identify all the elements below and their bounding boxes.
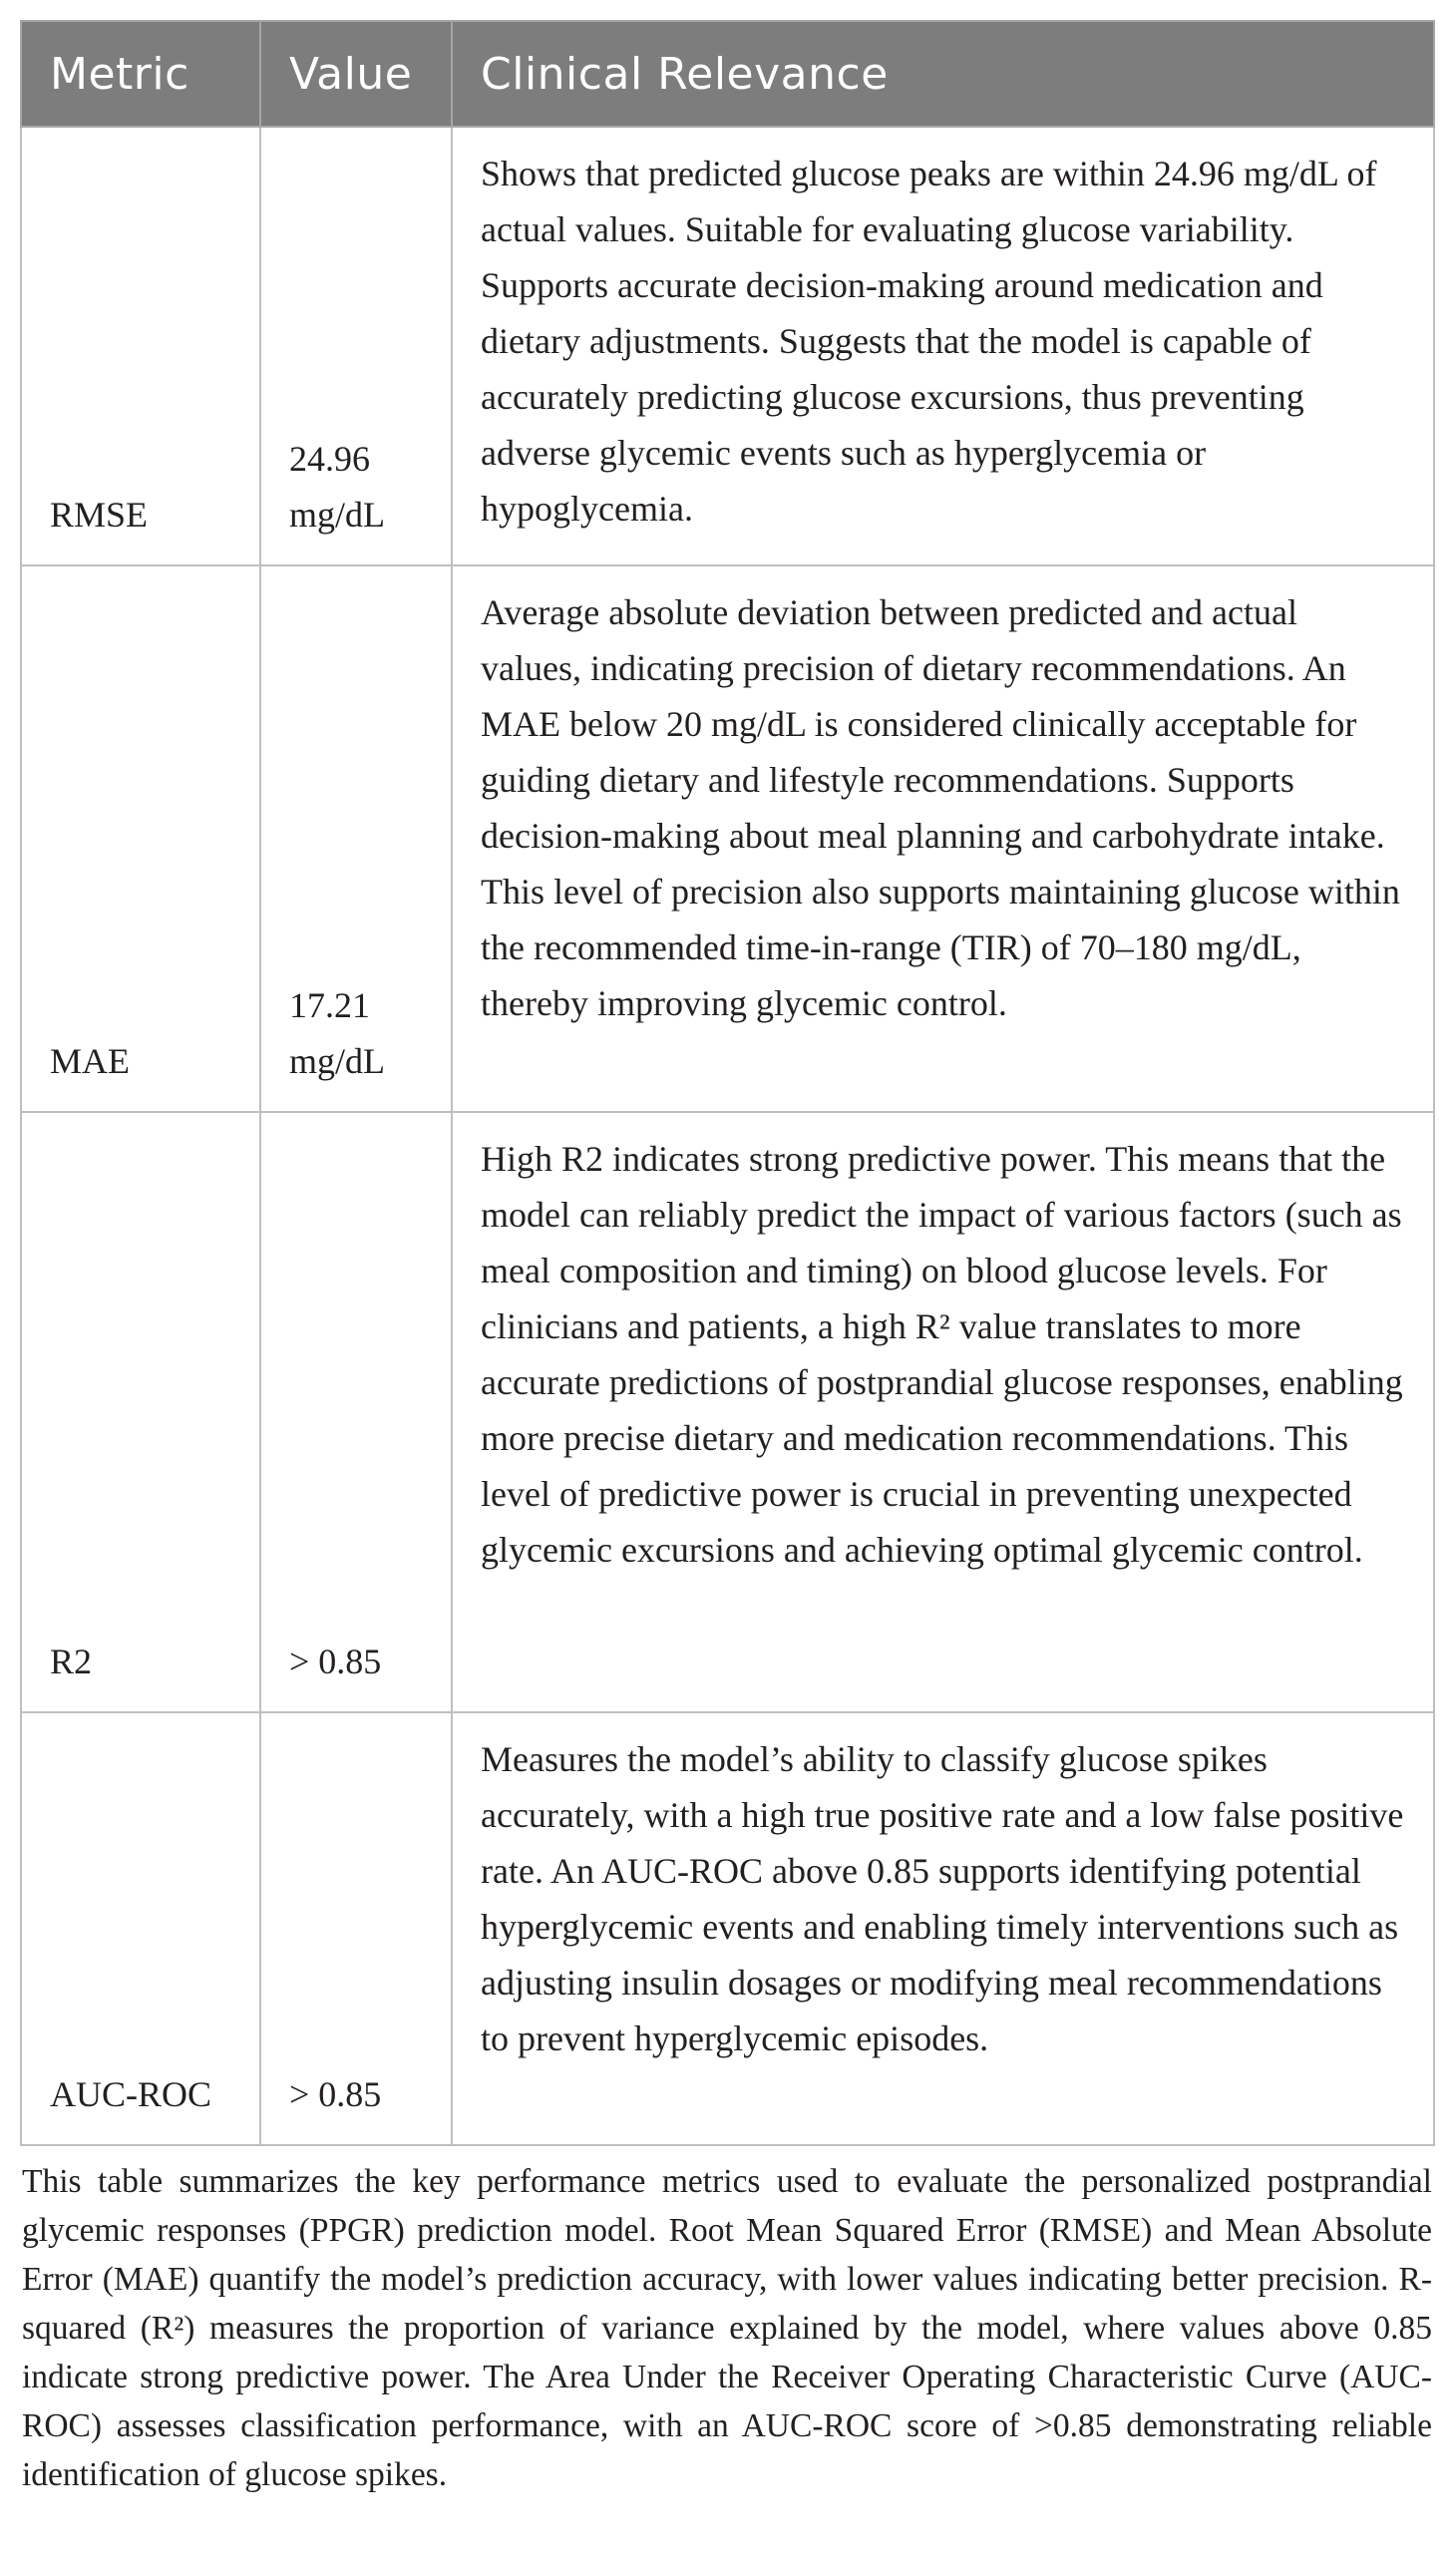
metric-cell: RMSE xyxy=(21,127,260,565)
header-clinical-relevance: Clinical Relevance xyxy=(452,21,1434,127)
table-row xyxy=(21,565,1434,1112)
value-cell: > 0.85 xyxy=(260,1712,452,2145)
table-body xyxy=(21,127,1434,2145)
value-cell: 17.21 mg/dL xyxy=(260,565,452,1112)
relevance-cell: Measures the model’s ability to classify glucose spikes accurately, with a high true positive rate and a low false positive rate. An AUC-ROC above 0.85 supports identifying potential hyperglycemic events and enabling timely interventions such as adjusting insulin dosages or modifying meal recommendations to prevent hyperglycemic episodes. xyxy=(452,1712,1434,2145)
metric-cell: R2 xyxy=(21,1112,260,1712)
table-header xyxy=(21,21,1434,127)
header-value: Value xyxy=(260,21,452,127)
header-metric: Metric xyxy=(21,21,260,127)
table-caption: This table summarizes the key performance metrics used to evaluate the personalized postprandial glycemic responses (PPGR) prediction model. Root Mean Squared Error (RMSE) and Mean Absolute Error (MAE) quantify the model’s prediction accuracy, with lower values indicating better precision. R-squared (R²) measures the proportion of variance explained by the model, where values above 0.85 indicate strong predictive power. The Area Under the Receiver Operating Characteristic Curve (AUC-ROC) assesses classification performance, with an AUC-ROC score of >0.85 demonstrating reliable identification of glucose spikes. xyxy=(22,2163,1432,2493)
relevance-cell: Shows that predicted glucose peaks are within 24.96 mg/dL of actual values. Suitable for evaluating glucose variability. Supports accurate decision-making around medication and dietary adjustments. Suggests that the model is capable of accurately predicting glucose excursions, thus preventing adverse glycemic events such as hyperglycemia or hypoglycemia. xyxy=(452,127,1434,565)
table-row xyxy=(21,127,1434,565)
relevance-cell: Average absolute deviation between predicted and actual values, indicating precision of dietary recommendations. An MAE below 20 mg/dL is considered clinically acceptable for guiding dietary and lifestyle recommendations. Supports decision-making about meal planning and carbohydrate intake. This level of precision also supports maintaining glucose within the recommended time-in-range (TIR) of 70–180 mg/dL, thereby improving glycemic control. xyxy=(452,565,1434,1112)
table-row xyxy=(21,1712,1434,2145)
metric-cell: MAE xyxy=(21,565,260,1112)
value-cell: 24.96 mg/dL xyxy=(260,127,452,565)
table-row xyxy=(21,1112,1434,1712)
header-row xyxy=(21,21,1434,127)
value-cell: > 0.85 xyxy=(260,1112,452,1712)
relevance-cell: High R2 indicates strong predictive power. This means that the model can reliably predict the impact of various factors (such as meal composition and timing) on blood glucose levels. For clinicians and patients, a high R² value translates to more accurate predictions of postprandial glucose responses, enabling more precise dietary and medication recommendations. This level of predictive power is crucial in preventing unexpected glycemic excursions and achieving optimal glycemic control. xyxy=(452,1112,1434,1712)
metric-cell: AUC-ROC xyxy=(21,1712,260,2145)
metrics-table xyxy=(20,20,1435,2146)
